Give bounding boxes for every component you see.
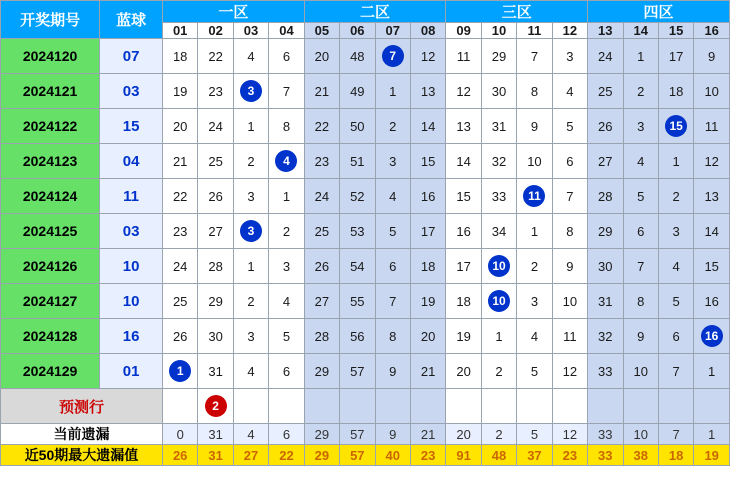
miss-cell: 56 (340, 319, 375, 354)
header-zone-1: 一区 (162, 1, 304, 23)
ball-marker: 1 (169, 360, 191, 382)
ball-marker: 16 (701, 325, 723, 347)
current-miss-value: 6 (269, 424, 304, 445)
miss-cell: 25 (198, 144, 233, 179)
miss-cell: 10 (623, 354, 658, 389)
miss-cell: 6 (623, 214, 658, 249)
miss-cell: 3 (623, 109, 658, 144)
current-miss-value: 9 (375, 424, 410, 445)
miss-cell: 17 (446, 249, 481, 284)
miss-cell: 28 (588, 179, 623, 214)
miss-cell-hit (233, 74, 268, 109)
max-miss-value: 26 (162, 445, 197, 466)
miss-cell: 32 (588, 319, 623, 354)
miss-cell: 3 (658, 214, 693, 249)
miss-cell: 3 (233, 179, 268, 214)
miss-cell: 16 (410, 179, 445, 214)
miss-cell: 24 (304, 179, 339, 214)
ball-marker: 10 (488, 255, 510, 277)
miss-cell: 11 (446, 39, 481, 74)
miss-cell: 30 (588, 249, 623, 284)
miss-cell: 12 (410, 39, 445, 74)
miss-cell: 1 (269, 179, 304, 214)
miss-cell: 25 (162, 284, 197, 319)
miss-cell: 28 (304, 319, 339, 354)
header-col-02: 02 (198, 23, 233, 39)
row-issue: 2024124 (1, 179, 100, 214)
max-miss-value: 40 (375, 445, 410, 466)
current-miss-value: 31 (198, 424, 233, 445)
miss-cell: 13 (694, 179, 730, 214)
miss-cell: 3 (552, 39, 587, 74)
table-row (1, 354, 730, 389)
current-miss-row (1, 424, 730, 445)
predict-cell (694, 389, 730, 424)
miss-cell: 8 (552, 214, 587, 249)
miss-cell: 33 (481, 179, 516, 214)
miss-cell: 13 (446, 109, 481, 144)
table-row (1, 249, 730, 284)
row-blue-ball: 07 (100, 39, 163, 74)
miss-cell: 24 (198, 109, 233, 144)
table-row (1, 319, 730, 354)
miss-cell-hit (658, 109, 693, 144)
predict-cell (410, 389, 445, 424)
table-row (1, 109, 730, 144)
header-col-05: 05 (304, 23, 339, 39)
miss-cell: 18 (162, 39, 197, 74)
current-miss-value: 1 (694, 424, 730, 445)
miss-cell: 5 (658, 284, 693, 319)
miss-cell: 4 (233, 354, 268, 389)
row-issue: 2024128 (1, 319, 100, 354)
miss-cell: 8 (375, 319, 410, 354)
max-miss-value: 31 (198, 445, 233, 466)
miss-cell: 49 (340, 74, 375, 109)
predict-cell (233, 389, 268, 424)
miss-cell: 17 (410, 214, 445, 249)
current-miss-value: 7 (658, 424, 693, 445)
predict-cell (375, 389, 410, 424)
miss-cell: 8 (269, 109, 304, 144)
miss-cell-hit (269, 144, 304, 179)
predict-cell (162, 389, 197, 424)
miss-cell: 26 (162, 319, 197, 354)
miss-cell: 22 (198, 39, 233, 74)
row-issue: 2024120 (1, 39, 100, 74)
miss-cell: 20 (410, 319, 445, 354)
current-miss-value: 21 (410, 424, 445, 445)
miss-cell: 20 (162, 109, 197, 144)
ball-marker: 10 (488, 290, 510, 312)
predict-row (1, 389, 730, 424)
ball-marker: 11 (523, 185, 545, 207)
table-row (1, 214, 730, 249)
max-miss-value: 19 (694, 445, 730, 466)
miss-cell: 15 (446, 179, 481, 214)
row-blue-ball: 03 (100, 214, 163, 249)
ball-marker: 3 (240, 80, 262, 102)
row-issue: 2024127 (1, 284, 100, 319)
row-blue-ball: 11 (100, 179, 163, 214)
header-col-04: 04 (269, 23, 304, 39)
miss-cell: 9 (694, 39, 730, 74)
miss-cell-hit (481, 249, 516, 284)
row-issue: 2024126 (1, 249, 100, 284)
miss-cell: 19 (162, 74, 197, 109)
miss-cell: 24 (162, 249, 197, 284)
miss-cell: 3 (375, 144, 410, 179)
miss-cell: 23 (198, 74, 233, 109)
miss-cell: 27 (198, 214, 233, 249)
miss-cell: 29 (588, 214, 623, 249)
miss-cell: 29 (481, 39, 516, 74)
miss-cell: 18 (658, 74, 693, 109)
miss-cell: 5 (269, 319, 304, 354)
current-miss-value: 33 (588, 424, 623, 445)
predict-cell (446, 389, 481, 424)
miss-cell: 21 (304, 74, 339, 109)
miss-cell: 9 (517, 109, 552, 144)
header-zone-4: 四区 (588, 1, 730, 23)
miss-cell: 19 (410, 284, 445, 319)
predict-cell (481, 389, 516, 424)
miss-cell: 7 (552, 179, 587, 214)
row-blue-ball: 10 (100, 284, 163, 319)
predict-cell (304, 389, 339, 424)
miss-cell: 4 (269, 284, 304, 319)
header-col-08: 08 (410, 23, 445, 39)
ball-marker: 4 (275, 150, 297, 172)
miss-cell: 2 (375, 109, 410, 144)
predict-cell (658, 389, 693, 424)
predict-cell (269, 389, 304, 424)
header-col-13: 13 (588, 23, 623, 39)
ball-marker: 7 (382, 45, 404, 67)
max-miss-row (1, 445, 730, 466)
current-miss-value: 10 (623, 424, 658, 445)
miss-cell: 22 (162, 179, 197, 214)
predict-cell (623, 389, 658, 424)
miss-cell: 1 (517, 214, 552, 249)
miss-cell: 10 (552, 284, 587, 319)
header-blue: 蓝球 (100, 1, 163, 39)
miss-cell: 2 (658, 179, 693, 214)
row-blue-ball: 04 (100, 144, 163, 179)
row-issue: 2024121 (1, 74, 100, 109)
row-blue-ball: 15 (100, 109, 163, 144)
miss-cell: 26 (198, 179, 233, 214)
miss-cell: 29 (198, 284, 233, 319)
miss-cell-hit (162, 354, 197, 389)
miss-cell: 12 (552, 354, 587, 389)
miss-cell-hit (517, 179, 552, 214)
miss-cell: 19 (446, 319, 481, 354)
header-zone-row (1, 1, 730, 23)
header-col-15: 15 (658, 23, 693, 39)
miss-cell: 5 (375, 214, 410, 249)
miss-cell: 2 (623, 74, 658, 109)
row-blue-ball: 10 (100, 249, 163, 284)
miss-cell-hit (375, 39, 410, 74)
miss-cell: 24 (588, 39, 623, 74)
row-issue: 2024123 (1, 144, 100, 179)
miss-cell: 31 (198, 354, 233, 389)
row-blue-ball: 16 (100, 319, 163, 354)
miss-cell: 10 (517, 144, 552, 179)
miss-cell: 48 (340, 39, 375, 74)
miss-cell: 5 (623, 179, 658, 214)
miss-cell: 4 (623, 144, 658, 179)
miss-cell: 6 (269, 354, 304, 389)
header-col-14: 14 (623, 23, 658, 39)
miss-cell: 18 (410, 249, 445, 284)
miss-cell: 17 (658, 39, 693, 74)
header-zone-3: 三区 (446, 1, 588, 23)
miss-cell: 5 (552, 109, 587, 144)
miss-cell: 14 (410, 109, 445, 144)
miss-cell: 21 (162, 144, 197, 179)
miss-cell: 51 (340, 144, 375, 179)
miss-cell: 1 (658, 144, 693, 179)
header-col-16: 16 (694, 23, 730, 39)
header-col-10: 10 (481, 23, 516, 39)
miss-cell: 28 (198, 249, 233, 284)
header-col-12: 12 (552, 23, 587, 39)
miss-cell: 25 (588, 74, 623, 109)
miss-cell-hit (233, 214, 268, 249)
header-col-01: 01 (162, 23, 197, 39)
predict-ball: 2 (205, 395, 227, 417)
miss-cell: 12 (694, 144, 730, 179)
predict-cell (340, 389, 375, 424)
miss-cell: 1 (375, 74, 410, 109)
miss-cell: 7 (375, 284, 410, 319)
miss-cell: 3 (233, 319, 268, 354)
max-miss-value: 23 (410, 445, 445, 466)
predict-label: 预测行 (1, 389, 163, 424)
current-miss-value: 57 (340, 424, 375, 445)
header-col-07: 07 (375, 23, 410, 39)
row-blue-ball: 03 (100, 74, 163, 109)
ball-marker: 15 (665, 115, 687, 137)
current-miss-value: 0 (162, 424, 197, 445)
miss-cell: 4 (517, 319, 552, 354)
max-miss-value: 27 (233, 445, 268, 466)
header-col-09: 09 (446, 23, 481, 39)
miss-cell: 7 (269, 74, 304, 109)
miss-cell: 53 (340, 214, 375, 249)
miss-cell-hit (481, 284, 516, 319)
current-miss-value: 5 (517, 424, 552, 445)
miss-cell: 6 (269, 39, 304, 74)
max-miss-value: 91 (446, 445, 481, 466)
miss-cell: 34 (481, 214, 516, 249)
miss-cell: 54 (340, 249, 375, 284)
current-miss-value: 29 (304, 424, 339, 445)
miss-cell: 31 (588, 284, 623, 319)
max-miss-value: 29 (304, 445, 339, 466)
miss-cell: 1 (694, 354, 730, 389)
current-miss-value: 12 (552, 424, 587, 445)
miss-cell: 9 (552, 249, 587, 284)
row-blue-ball: 01 (100, 354, 163, 389)
miss-cell: 26 (304, 249, 339, 284)
miss-cell: 31 (481, 109, 516, 144)
miss-cell: 2 (233, 284, 268, 319)
row-issue: 2024125 (1, 214, 100, 249)
header-issue: 开奖期号 (1, 1, 100, 39)
predict-cell (552, 389, 587, 424)
miss-cell: 13 (410, 74, 445, 109)
miss-cell: 10 (694, 74, 730, 109)
miss-cell: 1 (233, 249, 268, 284)
miss-cell: 2 (517, 249, 552, 284)
miss-cell: 4 (375, 179, 410, 214)
miss-cell: 20 (304, 39, 339, 74)
row-issue: 2024129 (1, 354, 100, 389)
miss-cell: 11 (552, 319, 587, 354)
miss-cell: 33 (588, 354, 623, 389)
miss-cell: 11 (694, 109, 730, 144)
ball-marker: 3 (240, 220, 262, 242)
miss-cell: 16 (446, 214, 481, 249)
header-col-06: 06 (340, 23, 375, 39)
miss-cell: 6 (658, 319, 693, 354)
miss-cell: 7 (623, 249, 658, 284)
miss-cell: 23 (304, 144, 339, 179)
miss-cell: 27 (588, 144, 623, 179)
miss-cell: 32 (481, 144, 516, 179)
miss-cell: 26 (588, 109, 623, 144)
miss-cell: 5 (517, 354, 552, 389)
miss-cell: 12 (446, 74, 481, 109)
table-row (1, 284, 730, 319)
miss-cell: 30 (198, 319, 233, 354)
header-col-11: 11 (517, 23, 552, 39)
max-miss-value: 37 (517, 445, 552, 466)
miss-cell: 15 (694, 249, 730, 284)
miss-cell: 27 (304, 284, 339, 319)
miss-cell: 1 (623, 39, 658, 74)
table-row (1, 179, 730, 214)
miss-cell: 7 (517, 39, 552, 74)
current-miss-value: 4 (233, 424, 268, 445)
miss-cell: 6 (375, 249, 410, 284)
miss-cell: 7 (658, 354, 693, 389)
table-row (1, 74, 730, 109)
max-miss-value: 22 (269, 445, 304, 466)
miss-cell: 1 (481, 319, 516, 354)
miss-cell: 23 (162, 214, 197, 249)
max-miss-value: 57 (340, 445, 375, 466)
miss-cell: 15 (410, 144, 445, 179)
miss-cell: 9 (623, 319, 658, 354)
predict-cell-hit (198, 389, 233, 424)
miss-cell: 6 (552, 144, 587, 179)
miss-cell: 2 (269, 214, 304, 249)
miss-cell: 22 (304, 109, 339, 144)
miss-cell: 4 (658, 249, 693, 284)
miss-cell: 4 (233, 39, 268, 74)
miss-cell: 20 (446, 354, 481, 389)
miss-cell: 50 (340, 109, 375, 144)
miss-cell: 14 (446, 144, 481, 179)
miss-cell: 29 (304, 354, 339, 389)
miss-cell: 25 (304, 214, 339, 249)
predict-cell (517, 389, 552, 424)
current-miss-label: 当前遗漏 (1, 424, 163, 445)
miss-cell: 16 (694, 284, 730, 319)
miss-cell: 9 (375, 354, 410, 389)
max-miss-value: 18 (658, 445, 693, 466)
miss-cell: 2 (481, 354, 516, 389)
predict-cell (588, 389, 623, 424)
miss-cell: 57 (340, 354, 375, 389)
max-miss-label: 近50期最大遗漏值 (1, 445, 163, 466)
table-row (1, 144, 730, 179)
miss-cell: 8 (623, 284, 658, 319)
row-issue: 2024122 (1, 109, 100, 144)
header-col-03: 03 (233, 23, 268, 39)
miss-cell-hit (694, 319, 730, 354)
max-miss-value: 38 (623, 445, 658, 466)
table-row (1, 39, 730, 74)
current-miss-value: 2 (481, 424, 516, 445)
miss-cell: 30 (481, 74, 516, 109)
miss-cell: 3 (269, 249, 304, 284)
miss-cell: 1 (233, 109, 268, 144)
miss-cell: 52 (340, 179, 375, 214)
max-miss-value: 48 (481, 445, 516, 466)
miss-cell: 18 (446, 284, 481, 319)
current-miss-value: 20 (446, 424, 481, 445)
miss-cell: 3 (517, 284, 552, 319)
miss-cell: 4 (552, 74, 587, 109)
header-zone-2: 二区 (304, 1, 446, 23)
miss-cell: 8 (517, 74, 552, 109)
miss-cell: 14 (694, 214, 730, 249)
max-miss-value: 33 (588, 445, 623, 466)
miss-cell: 55 (340, 284, 375, 319)
miss-cell: 21 (410, 354, 445, 389)
max-miss-value: 23 (552, 445, 587, 466)
miss-cell: 2 (233, 144, 268, 179)
